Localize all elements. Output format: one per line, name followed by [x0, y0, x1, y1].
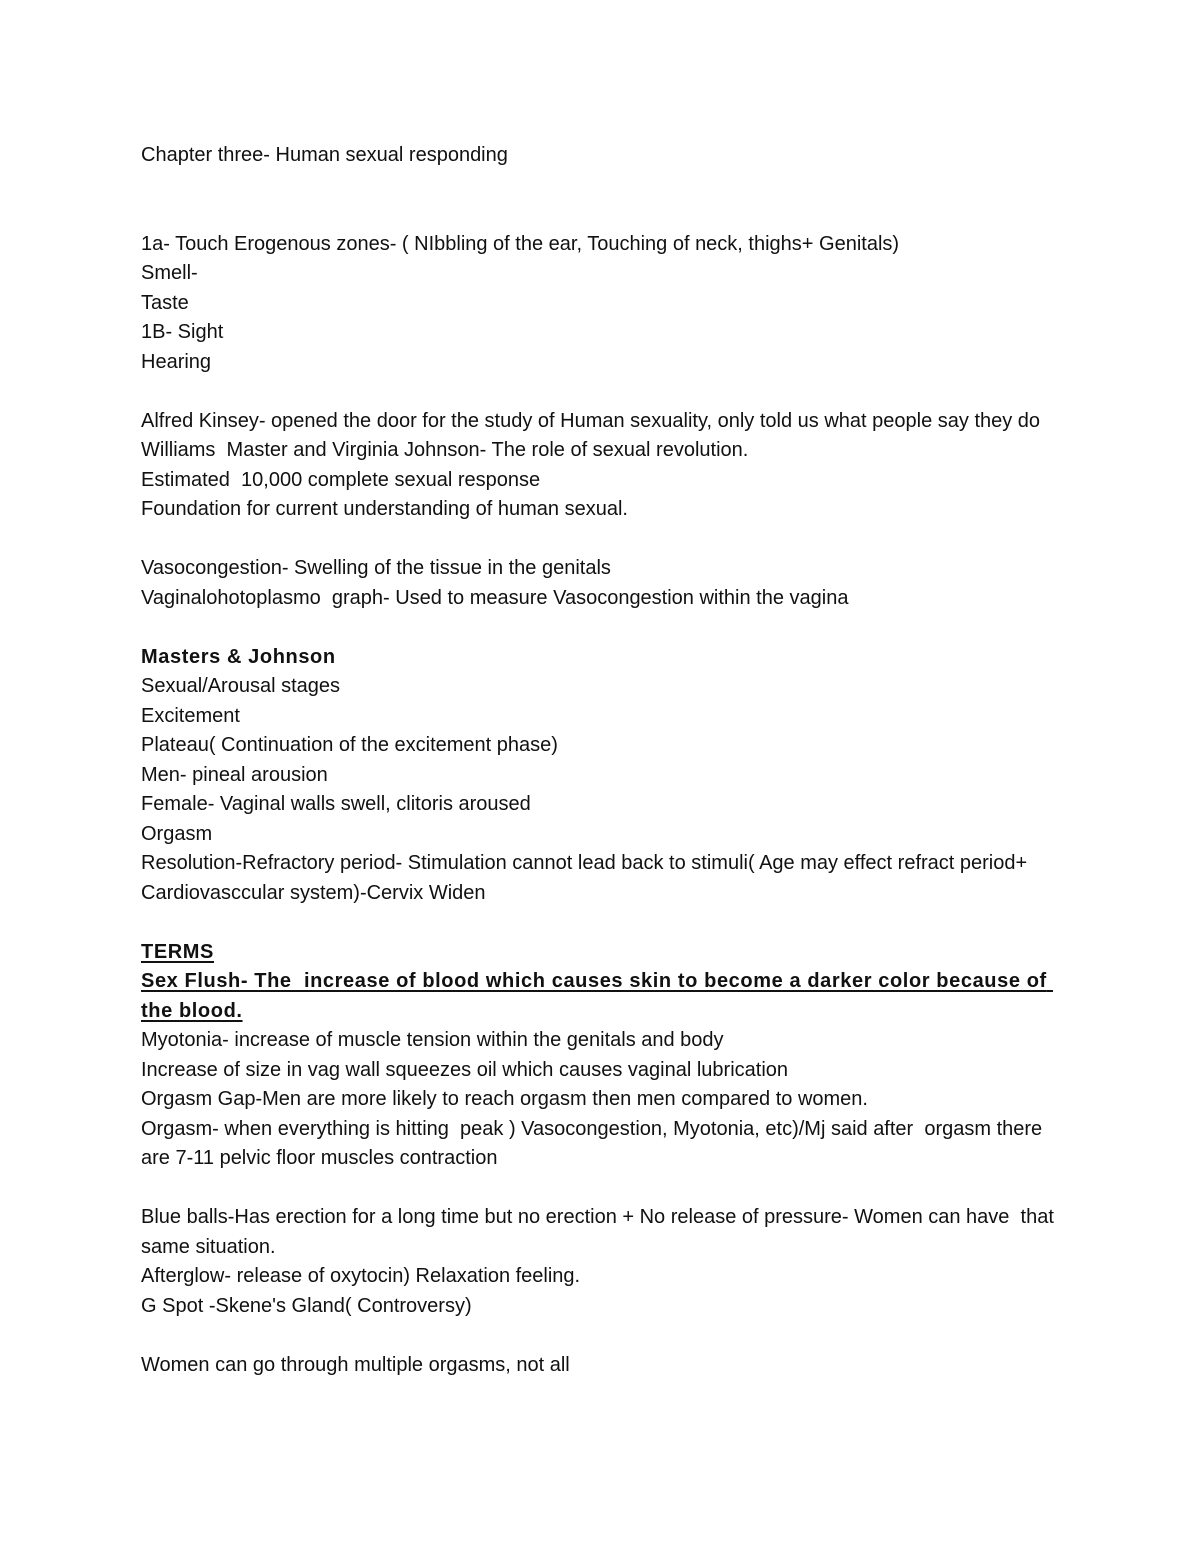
spacer [141, 377, 1071, 407]
spacer [141, 908, 1071, 938]
spacer [141, 613, 1071, 643]
history-line-foundation: Foundation for current understanding of human sexual. [141, 498, 628, 520]
sex-flush-definition: Sex Flush- The increase of blood which causes skin to become a darker color because of the blood. [141, 970, 1053, 1022]
terms-line: Myotonia- increase of muscle tension within the genitals and body [141, 1029, 724, 1051]
vaso-line-definition: Vasocongestion- Swelling of the tissue in the genitals [141, 557, 611, 579]
spacer [141, 1174, 1071, 1204]
vasocongestion-section [141, 554, 1071, 613]
extra-line-g-spot: G Spot -Skene's Gland( Controversy) [141, 1294, 472, 1317]
spacer [141, 200, 1071, 230]
senses-line-sight: 1B- Sight [141, 321, 224, 343]
senses-line-smell: Smell- [141, 262, 198, 284]
senses-line-taste: Taste [141, 291, 189, 314]
extra-terms-section [141, 1203, 1071, 1321]
spacer [141, 525, 1071, 555]
masters-johnson-section [141, 643, 1071, 909]
vaso-line-graph: Vaginalohotoplasmo graph- Used to measure Vasocongestion within the vagina [141, 586, 849, 609]
history-line-kinsey: Alfred Kinsey- opened the door for the study of Human sexuality, only told us what people say they do [141, 409, 1041, 432]
terms-line: Orgasm Gap-Men are more likely to reach orgasm then men compared to women. [141, 1088, 868, 1110]
spacer [141, 171, 1071, 201]
extra-line-blue-balls: Blue balls-Has erection for a long time but no erection + No release of pressure- Women can have that same situation. [141, 1206, 1060, 1258]
extra-line-afterglow: Afterglow- release of oxytocin) Relaxation feeling. [141, 1265, 581, 1287]
masters-line: Excitement [141, 704, 240, 727]
document-page [141, 141, 1071, 1380]
senses-section [141, 230, 1071, 378]
senses-line-touch: 1a- Touch Erogenous zones- ( NIbbling of the ear, Touching of neck, thighs+ Genitals) [141, 232, 900, 255]
page-title: Chapter three- Human sexual responding [141, 144, 508, 166]
spacer [141, 1321, 1071, 1351]
senses-line-hearing: Hearing [141, 350, 212, 373]
masters-line: Female- Vaginal walls swell, clitoris aroused [141, 793, 531, 815]
history-line-masters: Williams Master and Virginia Johnson- The role of sexual revolution. [141, 439, 749, 461]
masters-line: Plateau( Continuation of the excitement phase) [141, 734, 558, 756]
closing-line: Women can go through multiple orgasms, not all [141, 1353, 570, 1376]
history-section [141, 407, 1071, 525]
masters-heading: Masters & Johnson [141, 645, 336, 668]
history-line-estimated: Estimated 10,000 complete sexual response [141, 468, 541, 491]
masters-line: Orgasm [141, 822, 213, 845]
terms-line: Increase of size in vag wall squeezes oil which causes vaginal lubrication [141, 1058, 789, 1081]
terms-section [141, 938, 1071, 1174]
masters-line: Sexual/Arousal stages [141, 675, 341, 697]
masters-line: Men- pineal arousion [141, 763, 328, 786]
terms-line: Orgasm- when everything is hitting peak ) Vasocongestion, Myotonia, etc)/Mj said after orgasm there are 7-11 pelvic floor muscles contraction [141, 1117, 1048, 1169]
terms-heading: TERMS [141, 940, 214, 963]
masters-line: Resolution-Refractory period- Stimulation cannot lead back to stimuli( Age may effect refract period+ Cardiovasccular system)-Cervix Widen [141, 852, 1033, 904]
